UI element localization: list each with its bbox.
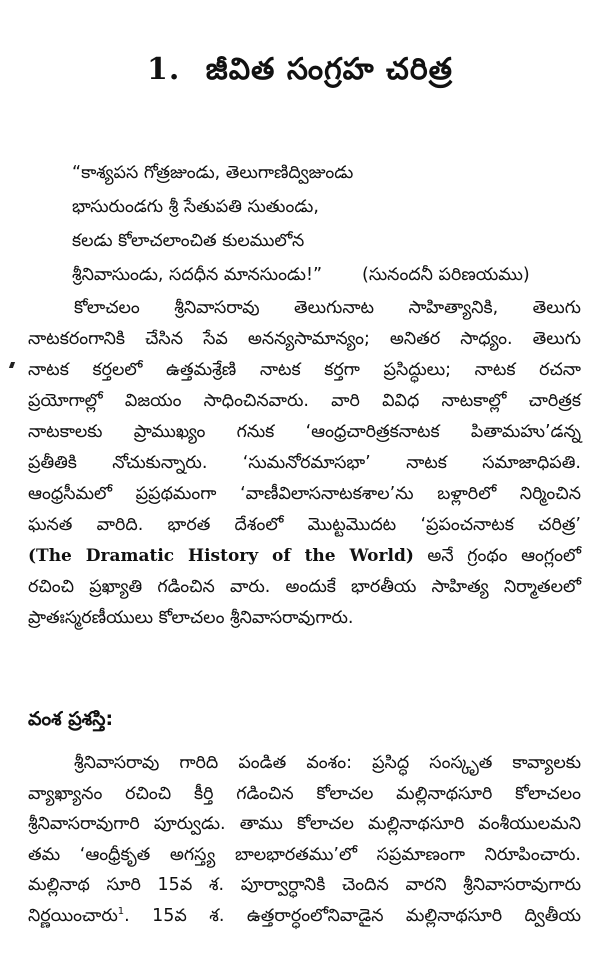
paragraph-text: అనే గ్రంథం ఆంగ్లంలో [427,546,581,566]
paragraph-line: ప్రాతఃస్మరణీయులు కోలాచలం శ్రీనివాసరావుగారు. [28,608,354,628]
paragraph-line: మల్లినాథ సూరి 15వ శ. పూర్వార్ధానికి చెందిన వారని శ్రీనివాసరావుగారు [28,875,581,895]
margin-mark [9,362,15,368]
paragraph-intro [28,293,581,634]
chapter-title-text: జీవిత సంగ్రహ చరిత్ర [205,52,453,87]
chapter-title [0,52,600,94]
english-book-title: (The Dramatic History of the World) [28,546,414,566]
verse-line: భాసురుండగు శ్రీ సేతుపతి సుతుండు, [72,197,319,217]
paragraph-line: తమ ‘ఆంధ్రీకృత అగస్త్య బాలభారతము’లో సప్రమాణంగా నిరూపించారు. [28,844,581,865]
paragraph-line: రచించి ప్రఖ్యాతి గడించిన వారు. అందుకే భారతీయ సాహిత్య నిర్మాతలలో [28,577,581,597]
verse-line: “కాశ్యపస గోత్రజుండు, తెలుగాణిద్విజుండు [72,163,354,183]
chapter-number: 1. [147,52,181,87]
paragraph-line: వ్యాఖ్యానం రచించి కీర్తి గడించిన కోలాచల మల్లినాథసూరి కోలాచలం [28,783,581,804]
paragraph-line-english [28,541,581,572]
verse-line: కలడు కోలాచలాంచిత కులములోన [72,231,305,251]
verse-line: శ్రీనివాసుండు, సదధీన మానసుండు!” [72,265,323,285]
paragraph-line: ప్రయోగాల్లో విజయం సాధించినవారు. వారి వివిధ నాటకాల్లో చారిత్రక [28,391,581,411]
section-heading: వంశ ప్రశస్తి: [28,708,114,730]
paragraph-line: శ్రీనివాసరావు గారిది పండిత వంశం: ప్రసిద్ధ సంస్కృత కావ్యాలకు [74,753,581,773]
paragraph-line: ఘనత వారిది. భారత దేశంలో మొట్టమొదట ‘ప్రపంచనాటక చరిత్ర’ [28,515,581,535]
paragraph-text: . 15వ శ. ఉత్తరార్ధంలోనివాడైన మల్లినాథసూరి ద్వితీయ [124,905,581,926]
paragraph-line: ఆంధ్రసీమలో ప్రప్రథమంగా ‘వాణీవిలాసనాటకశాల’ను బళ్లారిలో నిర్మించిన [28,484,581,504]
paragraph-line: నాటకాలకు ప్రాముఖ్యం గనుక ‘ఆంధ్రచారిత్రకనాటక పితామహు’డన్న [28,422,581,442]
paragraph-line: ప్రతీతికి నోచుకున్నారు. ‘సుమనోరమాసభా’ నాటక సమాజాధిపతి. [28,453,581,473]
paragraph-line: నాటక కర్తలలో ఉత్తమశ్రేణి నాటక కర్తగా ప్రసిద్ధులు; నాటక రచనా [28,360,581,380]
paragraph-line-footnote [28,901,581,932]
paragraph-text: నిర్ణయించారు [28,905,118,926]
footnote-marker: 1 [117,905,125,917]
paragraph-line: శ్రీనివాసరావుగారి పూర్వుడు. తాము కోలాచల మల్లినాథసూరి వంశీయులమని [28,814,581,834]
verse-source: (సునందనీ పరిణయము) [362,265,530,285]
paragraph-line: నాటకరంగానికి చేసిన సేవ అనన్యసామాన్యం; అనితర సాధ్యం. తెలుగు [28,329,581,349]
paragraph-lineage [28,748,581,931]
paragraph-line: కోలాచలం శ్రీనివాసరావు తెలుగునాట సాహిత్యానికి, తెలుగు [74,298,581,318]
verse-line-with-source [72,258,582,292]
opening-verse [72,156,582,292]
